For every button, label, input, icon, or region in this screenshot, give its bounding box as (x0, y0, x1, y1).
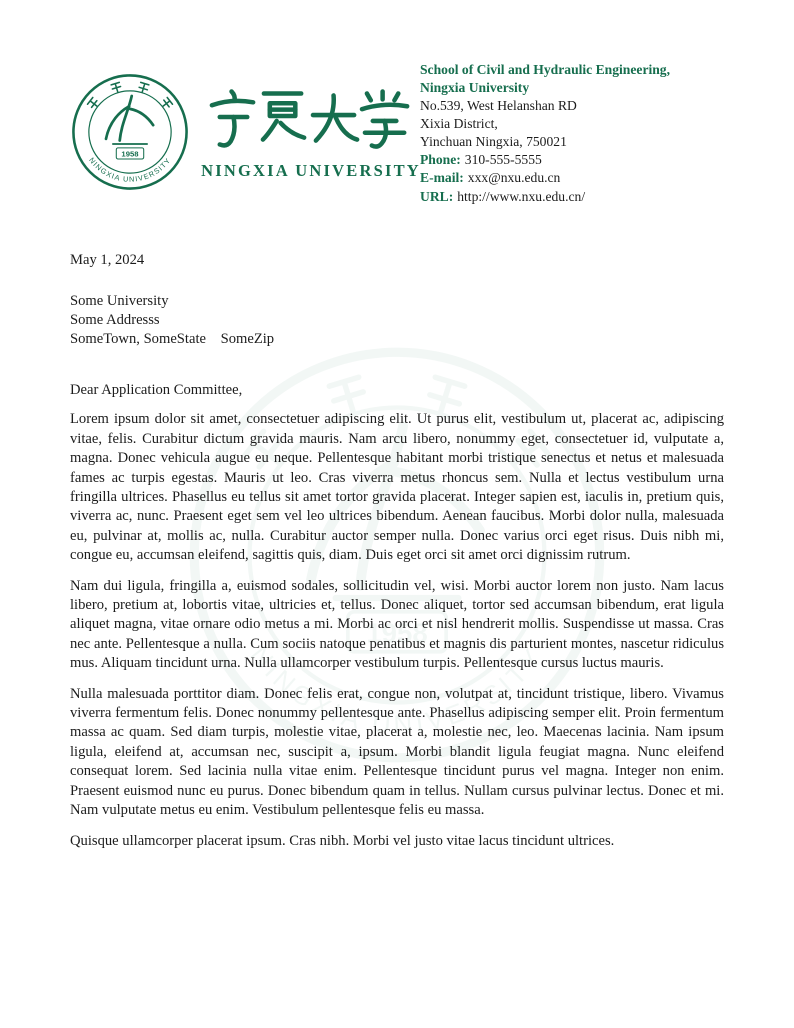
university-name-english: NINGXIA UNIVERSITY (201, 161, 421, 180)
contact-block (420, 60, 724, 206)
university-logo-block (70, 60, 420, 192)
recipient-line: Some University (70, 292, 169, 309)
recipient-address (70, 292, 724, 350)
body-paragraph-2: Nam dui ligula, fringilla a, euismod sodales, sollicitudin vel, wisi. Morbi auctor lorem non justo. Nam lacus libero, pretium at, lobortis vitae, ultricies et, tellus. Donec aliquet, tortor sed accumsan bibendum, erat ligula aliquet magna, vitae ornare odio metus a mi. Morbi ac orci et nisl hendrerit mollis. Suspendisse ut massa. Cras nec ante. Pellentesque a nulla. Cum sociis natoque penatibus et magnis dis parturient montes, nascetur ridiculus mus. Aliquam tincidunt urna. Nulla ullamcorper vestibulum turpis. Pellentesque cursus luctus mauris. (70, 577, 724, 672)
university-wordmark (202, 83, 420, 181)
university-seal-icon (70, 72, 190, 192)
letterhead (70, 60, 724, 206)
letter-body (70, 252, 724, 851)
contact-address-line2: Xixia District, (420, 116, 498, 132)
letter-date: May 1, 2024 (70, 251, 145, 268)
school-name-line2: Ningxia University (420, 80, 530, 96)
school-name-line1: School of Civil and Hydraulic Engineering, (420, 62, 671, 77)
body-paragraph-3: Nulla malesuada porttitor diam. Donec felis erat, congue non, volutpat at, tincidunt tristique, libero. Vivamus viverra fermentum felis. Donec nonummy pellentesque ante. Phasellus adipiscing semper elit. Proin fermentum massa ac quam. Sed diam turpis, molestie vitae, placerat a, molestie nec, leo. Maecenas lacinia. Nam ipsum ligula, eleifend at, accumsan nec, suscipit a, ipsum. Morbi blandit ligula feugiat magna. Nunc eleifend consequat lorem. Sed lacinia nulla vitae enim. Pellentesque tincidunt purus vel magna. Integer non enim. Praesent euismod nunc eu purus. Donec bibendum quam in tellus. Nullam cursus pulvinar lectus. Donec et mi. Nam vulputate metus eu enim. Vestibulum pellentesque felis eu massa. (70, 685, 724, 819)
contact-url-line (420, 188, 724, 206)
email-label: E-mail: (420, 170, 464, 186)
recipient-line: SomeTown, SomeState SomeZip (70, 331, 275, 348)
contact-phone-line (420, 151, 724, 169)
phone-value: 310-555-5555 (464, 152, 542, 168)
body-paragraph-1: Lorem ipsum dolor sit amet, consectetuer adipiscing elit. Ut purus elit, vestibulum ut, placerat ac, adipiscing vitae, felis. Curabitur dictum gravida mauris. Nam arcu libero, nonummy eget, consectetuer id, vulputate a, magna. Donec vehicula augue eu neque. Pellentesque habitant morbi tristique senectus et netus et malesuada fames ac turpis egestas. Mauris ut leo. Cras viverra metus rhoncus sem. Nulla et lectus vestibulum urna fringilla ultrices. Phasellus eu tellus sit amet tortor gravida placerat. Integer sapien est, iaculis in, pretium quis, viverra ac, nunc. Praesent eget sem vel leo ultrices bibendum. Aenean faucibus. Morbi dolor nulla, malesuada eu, pulvinar at, mollis ac, nulla. Curabitur auctor semper nulla. Donec varius orci eget risus. Duis nibh mi, congue eu, accumsan eleifend, sagittis quis, diam. Duis eget orci sit amet orci dignissim rutrum. (70, 411, 724, 564)
university-chinese-calligraphy-icon (208, 83, 414, 153)
url-label: URL: (420, 188, 454, 204)
contact-address-line1: No.539, West Helanshan RD (420, 98, 577, 114)
contact-address-line3: Yinchuan Ningxia, 750021 (420, 134, 567, 150)
salutation: Dear Application Committee, (70, 382, 243, 399)
url-value[interactable]: http://www.nxu.edu.cn/ (457, 188, 586, 204)
body-paragraph-4: Quisque ullamcorper placerat ipsum. Cras nibh. Morbi vel justo vitae lacus tincidunt ultrices. (70, 832, 615, 849)
contact-email-line (420, 169, 724, 187)
email-value[interactable]: xxx@nxu.edu.cn (467, 170, 561, 186)
phone-label: Phone: (420, 152, 461, 168)
recipient-line: Some Addresss (70, 311, 160, 328)
